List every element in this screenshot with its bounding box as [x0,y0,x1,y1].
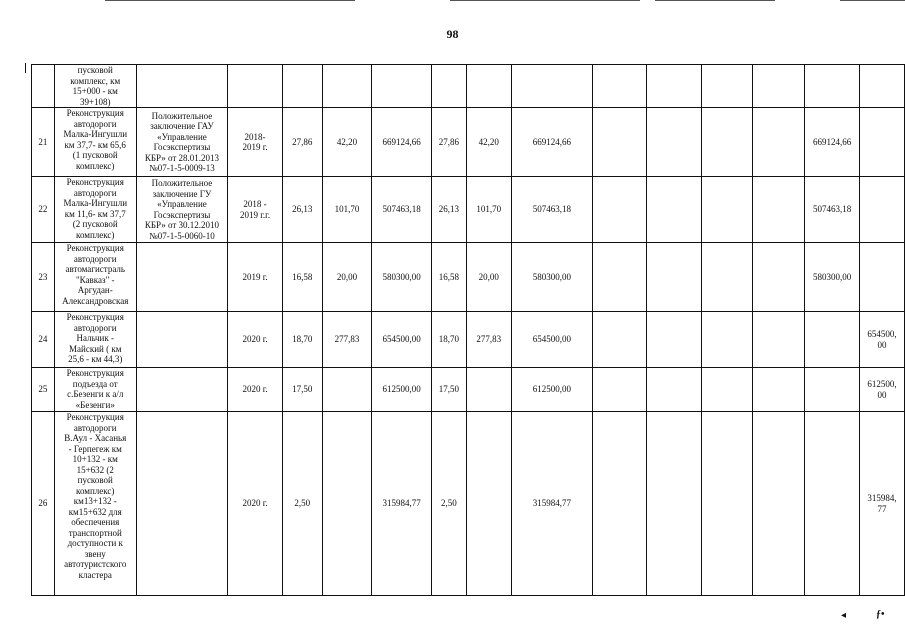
empty-cell [752,243,804,312]
cost-stage [511,412,592,596]
length-stage [432,108,467,177]
object-name-text: пусковой комплекс, км 15+000 - км 39+108) [70,65,121,107]
empty-cell [593,177,647,243]
length-stage [432,177,467,243]
object-name [54,243,136,312]
empty-cell [701,108,752,177]
table-row [32,312,905,368]
length-stage-text: 2,50 [441,498,457,509]
cost-total [372,368,432,412]
left-margin-mark [25,63,26,73]
object-name-text: Реконструкция автодороги Малка-Ингушли км 11,6- км 37,7 (2 пусковой комплекс) [63,177,128,240]
capacity-stage [466,108,511,177]
empty-cell [752,368,804,412]
financing-2019 [805,177,860,243]
capacity-total [322,177,372,243]
expertise-conclusion [136,312,228,368]
capacity-total-text: 101,70 [334,204,360,215]
table-row [32,177,905,243]
length-stage [432,312,467,368]
top-rule-left [105,0,355,1]
capacity-stage-text: 101,70 [476,204,502,215]
cost-total-text: 507463,18 [382,204,421,215]
capacity-total [322,368,372,412]
cost-stage [511,65,592,108]
object-name [54,368,136,412]
financing-2019-text: 580300,00 [813,271,852,282]
construction-period-text: 2020 г. [242,384,268,395]
capacity-stage [466,368,511,412]
empty-cell [752,177,804,243]
length-total [282,412,322,596]
length-stage-text: 26,13 [438,204,460,215]
capacity-stage [466,65,511,108]
corner-mark-left: ◂ [841,610,847,621]
expertise-conclusion [136,177,228,243]
expertise-conclusion [136,65,228,108]
cost-stage-text: 669124,66 [532,136,571,147]
table-row [32,108,905,177]
empty-cell [647,177,701,243]
length-stage [432,65,467,108]
empty-cell [647,108,701,177]
construction-period [228,412,283,596]
cost-total [372,412,432,596]
financing-2020 [860,412,905,596]
length-total-text: 27,86 [292,136,313,147]
table-row [32,412,905,596]
capacity-stage [466,177,511,243]
row-number [32,368,55,412]
row-number [32,243,55,312]
length-stage [432,368,467,412]
cost-stage [511,108,592,177]
object-name-text: Реконструкция подъезда от с.Безенги к а/л «Безенги» [66,368,124,410]
length-total-text: 17,50 [292,384,313,395]
empty-cell [593,243,647,312]
empty-cell [701,312,752,368]
construction-period-text: 2019 г. [242,271,268,282]
financing-2020 [860,368,905,412]
cost-stage-text: 315984,77 [532,498,571,509]
object-name [54,412,136,596]
length-total-text: 16,58 [292,271,313,282]
financing-2020 [860,312,905,368]
empty-cell [647,312,701,368]
capacity-stage-text: 277,83 [476,334,502,345]
expertise-conclusion [136,412,228,596]
empty-cell [752,412,804,596]
object-name [54,177,136,243]
capacity-stage [466,412,511,596]
construction-period [228,312,283,368]
capacity-total-text: 42,20 [336,136,358,147]
cost-stage-text: 507463,18 [532,204,571,215]
empty-cell [701,412,752,596]
length-total-text: 2,50 [294,498,311,509]
row-number [32,177,55,243]
row-number-text: 23 [38,271,48,282]
empty-cell [701,65,752,108]
top-rule-right [655,0,775,1]
expertise-conclusion-text: Положительное заключение ГАУ «Управление Госэкспертизы КБР» от 28.01.2013 №07-1-5-0009-13 [144,110,220,173]
cost-total [372,108,432,177]
cost-total-text: 669124,66 [382,136,421,147]
financing-2020-text: 315984, 77 [867,493,897,514]
object-name [54,65,136,108]
cost-total [372,312,432,368]
length-stage-text: 16,58 [438,271,460,282]
financing-2019-text: 669124,66 [813,136,852,147]
cost-total-text: 654500,00 [382,334,421,345]
empty-cell [593,412,647,596]
construction-period [228,65,283,108]
capacity-total [322,65,372,108]
row-number-text: 24 [38,334,48,345]
capacity-total [322,412,372,596]
row-number-text: 22 [38,204,48,215]
construction-period [228,177,283,243]
construction-period [228,368,283,412]
object-name-text: Реконструкция автодороги автомагистраль "Кавказ" - Аргудан- Александровская [62,243,129,306]
length-total [282,368,322,412]
financing-2019 [805,312,860,368]
row-number [32,312,55,368]
capacity-stage [466,312,511,368]
row-number-text: 26 [38,498,48,509]
empty-cell [701,177,752,243]
length-total-text: 18,70 [292,334,313,345]
expertise-conclusion [136,368,228,412]
capacity-total [322,243,372,312]
empty-cell [752,65,804,108]
table-row [32,368,905,412]
empty-cell [593,65,647,108]
cost-stage [511,243,592,312]
length-total-text: 26,13 [292,204,313,215]
top-rule-middle [450,0,640,1]
empty-cell [647,368,701,412]
empty-cell [752,108,804,177]
cost-stage-text: 580300,00 [532,271,571,282]
length-total [282,65,322,108]
cost-total [372,243,432,312]
row-number-text: 21 [38,136,48,147]
length-total [282,312,322,368]
empty-cell [593,312,647,368]
financing-2019 [805,368,860,412]
financing-2020 [860,177,905,243]
object-name [54,108,136,177]
financing-2020 [860,65,905,108]
length-stage-text: 27,86 [438,136,460,147]
financing-2019 [805,108,860,177]
empty-cell [701,243,752,312]
expertise-conclusion-text: Положительное заключение ГУ «Управление Госэкспертизы КБР» от 30.12.2010 №07-1-5-0060-10 [144,178,220,241]
cost-total-text: 315984,77 [382,498,421,509]
length-total [282,108,322,177]
row-number [32,108,55,177]
length-total [282,243,322,312]
top-rule-far-right [840,0,905,1]
cost-stage [511,368,592,412]
table-row [32,65,905,108]
length-stage [432,243,467,312]
construction-period-text: 2020 г. [242,334,268,345]
financing-2019 [805,243,860,312]
expertise-conclusion [136,243,228,312]
construction-period-text: 2020 г. [242,498,268,509]
capacity-total-text: 20,00 [336,271,358,282]
object-name-text: Реконструкция автодороги Малка-Ингушли км 37,7- км 65,6 (1 пусковой комплекс) [63,108,128,171]
row-number-text: 25 [38,384,48,395]
empty-cell [593,368,647,412]
cost-stage-text: 654500,00 [532,334,571,345]
capacity-stage-text: 42,20 [478,136,499,147]
length-total [282,177,322,243]
length-stage-text: 17,50 [438,384,460,395]
financing-2019-text: 507463,18 [813,204,852,215]
cost-stage-text: 612500,00 [532,384,571,395]
corner-mark-right: ƒ• [876,609,885,620]
expertise-conclusion [136,108,228,177]
financing-2020 [860,243,905,312]
construction-period [228,243,283,312]
row-number [32,412,55,596]
length-stage-text: 18,70 [438,334,460,345]
object-name-text: Реконструкция автодороги Нальчик - Майский ( км 25,6 - км 44,3) [66,312,124,364]
object-name-text: Реконструкция автодороги В.Аул - Хасанья - Герпегеж км 10+132 - км 15+632 (2 пусковой комплекс) км13+132 - км15+632 для обеспечения транспортной доступности к звену автотуристского кластера [64,412,127,580]
construction-period-text: 2018- 2019 г. [242,131,268,152]
table-row [32,243,905,312]
financing-2019 [805,412,860,596]
roads-table [31,64,905,596]
cost-total-text: 580300,00 [382,271,421,282]
construction-period [228,108,283,177]
empty-cell [752,312,804,368]
financing-2020-text: 654500, 00 [867,329,897,350]
cost-stage [511,312,592,368]
object-name [54,312,136,368]
empty-cell [647,243,701,312]
capacity-total [322,108,372,177]
capacity-total-text: 277,83 [334,334,360,345]
capacity-stage-text: 20,00 [478,271,499,282]
cost-stage [511,177,592,243]
financing-2020 [860,108,905,177]
empty-cell [593,108,647,177]
capacity-total [322,312,372,368]
cost-total [372,65,432,108]
financing-2019 [805,65,860,108]
length-stage [432,412,467,596]
cost-total [372,177,432,243]
empty-cell [701,368,752,412]
empty-cell [647,65,701,108]
cost-total-text: 612500,00 [382,384,421,395]
capacity-stage [466,243,511,312]
construction-period-text: 2018 - 2019 г.г. [239,199,271,220]
row-number [32,65,55,108]
financing-2020-text: 612500, 00 [867,379,897,400]
page-number: 98 [446,27,459,41]
empty-cell [647,412,701,596]
